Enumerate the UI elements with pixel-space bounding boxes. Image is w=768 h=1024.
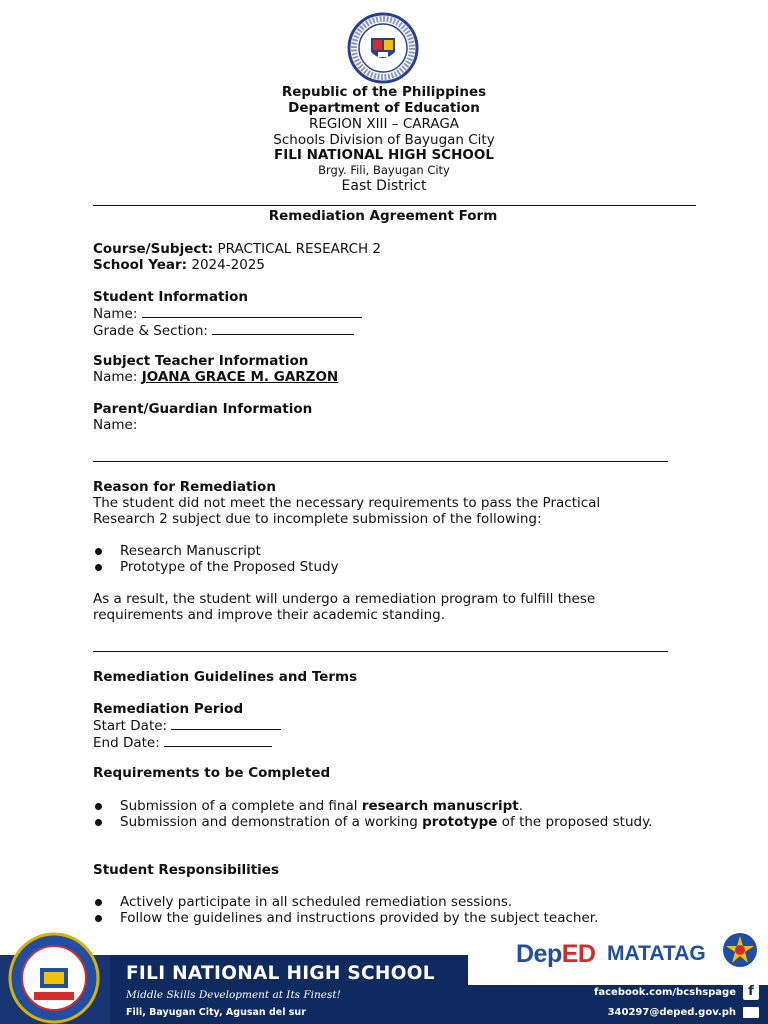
header-district: East District	[341, 178, 427, 194]
teacher-info-heading: Subject Teacher Information	[93, 353, 309, 369]
teacher-info-section	[93, 353, 653, 385]
responsibilities-heading-text: Student Responsibilities	[93, 862, 279, 878]
result-text: As a result, the student will undergo a remediation program to fulfill these requirements and improve their academic standing.	[93, 591, 596, 623]
facebook-icon[interactable]: f	[743, 984, 759, 1000]
req1-text: Submission of a complete and final	[120, 798, 362, 814]
header-address: Brgy. Fili, Bayugan City	[318, 163, 450, 177]
header-school: FILI NATIONAL HIGH SCHOOL	[274, 147, 494, 163]
teacher-name: JOANA GRACE M. GARZON	[141, 369, 339, 385]
req2-bold: prototype	[422, 814, 498, 830]
matatag-logo: MATATAG	[607, 942, 706, 965]
requirements-list	[93, 798, 653, 830]
req2-end: of the proposed study.	[497, 814, 653, 830]
bagong-pilipinas-logo	[720, 930, 760, 970]
requirements-heading	[93, 765, 653, 781]
grade-section-label: Grade & Section:	[93, 323, 208, 339]
list-item	[93, 814, 653, 830]
header-division: Schools Division of Bayugan City	[273, 132, 495, 148]
footer-school-name: FILI NATIONAL HIGH SCHOOL	[126, 963, 435, 984]
reason-section	[93, 479, 653, 527]
course-line	[93, 241, 653, 273]
school-logo	[4, 930, 104, 1024]
reason-heading: Reason for Remediation	[93, 479, 276, 495]
email-icon[interactable]	[743, 1007, 759, 1018]
footer-facebook[interactable]: facebook.com/bcshspage	[594, 987, 736, 998]
end-date-label: End Date:	[93, 735, 160, 751]
guidelines-heading-text: Remediation Guidelines and Terms	[93, 669, 358, 685]
student-info-heading: Student Information	[93, 289, 248, 305]
header-department: Department of Education	[288, 100, 480, 116]
footer-tagline: Middle Skills Development at Its Finest!	[126, 989, 341, 1001]
period-section	[93, 701, 653, 751]
req1-bold: research manuscript	[361, 798, 519, 814]
period-heading: Remediation Period	[93, 701, 244, 717]
student-info-section	[93, 289, 653, 339]
deped-seal-logo	[347, 12, 419, 84]
course-label: Course/Subject:	[93, 241, 214, 257]
school-year-label: School Year:	[93, 257, 188, 273]
list-item: Prototype of the Proposed Study	[93, 559, 653, 575]
list-item: Research Manuscript	[93, 543, 653, 559]
section-divider	[93, 651, 668, 652]
student-name-label: Name:	[93, 306, 138, 322]
header-divider	[93, 205, 696, 206]
requirements-heading-text: Requirements to be Completed	[93, 765, 331, 781]
footer-email[interactable]: 340297@deped.gov.ph	[607, 1007, 736, 1018]
school-year-value: 2024-2025	[191, 257, 265, 273]
parent-info-section	[93, 401, 653, 433]
list-item	[93, 798, 653, 814]
parent-name-label: Name:	[93, 417, 138, 433]
form-title: Remediation Agreement Form	[268, 208, 498, 224]
teacher-name-label: Name:	[93, 369, 138, 385]
guidelines-heading	[93, 669, 653, 685]
header-region: REGION XIII – CARAGA	[308, 116, 460, 132]
req2-text: Submission and demonstration of a working	[120, 814, 423, 830]
reason-text: The student did not meet the necessary requirements to pass the Practical Research 2 subject due to incomplete submission of the following:	[93, 495, 601, 527]
course-value: PRACTICAL RESEARCH 2	[217, 241, 382, 257]
deped-logo-text: DepED	[516, 940, 596, 968]
responsibilities-heading	[93, 862, 653, 878]
start-date-label: Start Date:	[93, 718, 168, 734]
footer-address: Fili, Bayugan City, Agusan del sur	[126, 1007, 306, 1018]
parent-info-heading: Parent/Guardian Information	[93, 401, 313, 417]
start-date-field[interactable]	[171, 717, 281, 730]
header-republic: Republic of the Philippines	[281, 84, 487, 100]
responsibilities-list	[93, 894, 693, 926]
list-item: Follow the guidelines and instructions provided by the subject teacher.	[93, 910, 693, 926]
student-name-field[interactable]	[142, 305, 362, 318]
end-date-field[interactable]	[164, 734, 272, 747]
list-item: Actively participate in all scheduled remediation sessions.	[93, 894, 693, 910]
grade-section-field[interactable]	[212, 322, 354, 335]
req1-end: .	[518, 798, 524, 814]
parent-name-line[interactable]	[93, 461, 668, 462]
deped-logo	[516, 940, 595, 969]
reason-list	[93, 543, 653, 575]
